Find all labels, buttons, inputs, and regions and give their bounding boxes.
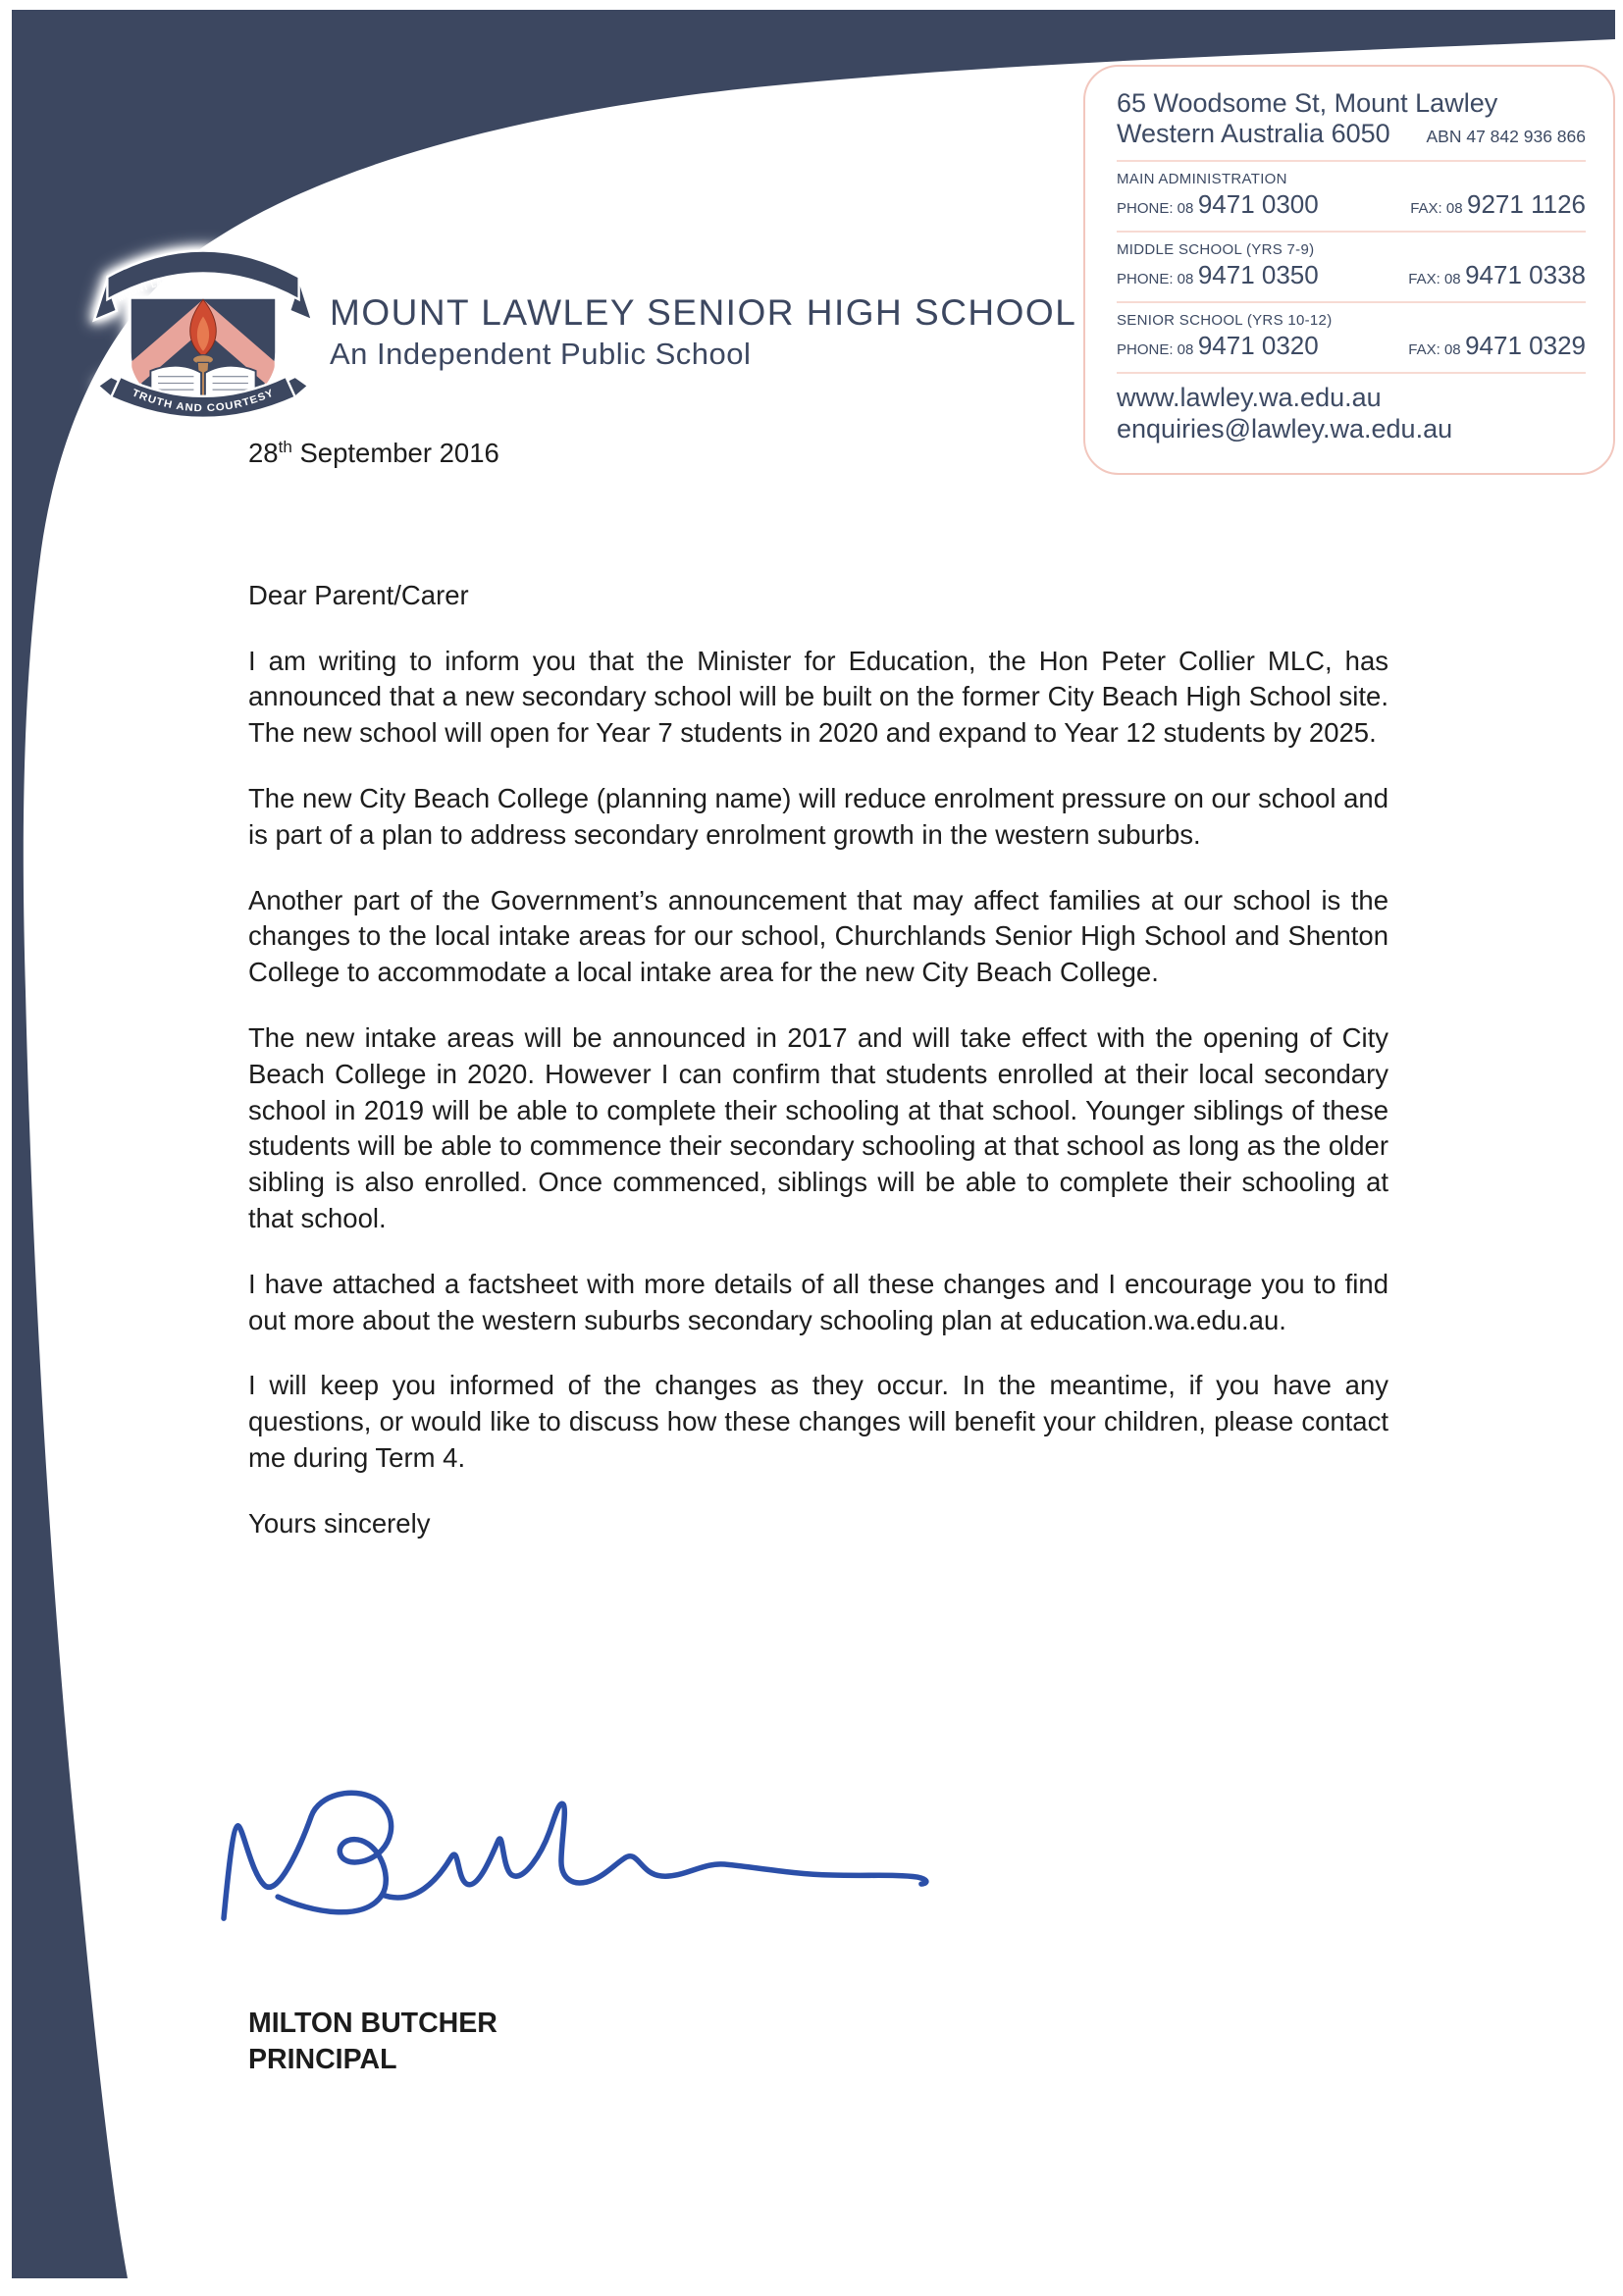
signatory-title: PRINCIPAL xyxy=(248,2044,397,2075)
phone-number: 9471 0300 xyxy=(1197,189,1319,219)
signature-handwriting xyxy=(216,1782,944,1941)
section-label: MAIN ADMINISTRATION xyxy=(1117,171,1287,187)
date-rest: September 2016 xyxy=(291,438,499,468)
letter-date xyxy=(248,436,1388,472)
signatory-name: MILTON BUTCHER xyxy=(248,2008,497,2039)
school-subtitle: An Independent Public School xyxy=(330,337,752,371)
phone-prefix: PHONE: 08 xyxy=(1117,271,1194,287)
date-day: 28 xyxy=(248,438,279,468)
fax-prefix: FAX: 08 xyxy=(1408,341,1461,358)
fax-prefix: FAX: 08 xyxy=(1410,200,1463,217)
paragraph-5: I have attached a factsheet with more details of all these changes and I encourage you to find out more about the western suburbs secondary schooling plan at education.wa.edu.au. xyxy=(248,1268,1388,1335)
crest-banner-text: MOUNT LAWLEY SENIOR HIGH SCHOOL xyxy=(116,272,291,305)
fax-prefix: FAX: 08 xyxy=(1408,271,1461,287)
paragraph-6: I will keep you informed of the changes as they occur. In the meantime, if you have any questions, or would like to discuss how these changes will benefit your children, please contact me during Term 4. xyxy=(248,1370,1388,1473)
phone-prefix: PHONE: 08 xyxy=(1117,200,1194,217)
school-name: MOUNT LAWLEY SENIOR HIGH SCHOOL xyxy=(330,292,1077,333)
section-label: MIDDLE SCHOOL (YRS 7-9) xyxy=(1117,241,1315,258)
fax-number: 9471 0338 xyxy=(1465,260,1586,289)
senior-school-row xyxy=(1117,303,1586,374)
paragraph-3: Another part of the Government’s announcement that may affect families at our school is the changes to the local intake areas for our school, Churchlands Senior High School and Shenton College to accommodate a local intake area for the new City Beach College. xyxy=(248,884,1388,988)
phone-number: 9471 0320 xyxy=(1197,331,1319,360)
date-ordinal: th xyxy=(278,437,292,456)
address-line2: Western Australia 6050 xyxy=(1117,119,1390,148)
fax-number: 9471 0329 xyxy=(1465,331,1586,360)
email-address: enquiries@lawley.wa.edu.au xyxy=(1117,414,1453,444)
school-title-block xyxy=(330,290,1076,373)
letter-body xyxy=(248,436,1388,1542)
fax-number: 9271 1126 xyxy=(1467,189,1586,219)
paragraph-4: The new intake areas will be announced in 2017 and will take effect with the opening of City Beach College in 2020. However I can confirm that students enrolled at their local secondary school in 2019 will be able to complete their schooling at that school. Younger siblings of these students will be able to commence their secondary schooling at that school as long as the older sibling is also enrolled. Once commenced, siblings will be able to complete their schooling at that school. xyxy=(248,1021,1388,1233)
salutation: Dear Parent/Carer xyxy=(248,579,469,610)
closing: Yours sincerely xyxy=(248,1507,431,1539)
paragraph-2: The new City Beach College (planning name) will reduce enrolment pressure on our school and is part of a plan to address secondary enrolment growth in the western suburbs. xyxy=(248,782,1388,850)
contact-info-box xyxy=(1083,65,1615,475)
middle-school-row xyxy=(1117,233,1586,303)
main-administration-row xyxy=(1117,162,1586,233)
paragraph-1: I am writing to inform you that the Minister for Education, the Hon Peter Collier MLC, has announced that a new secondary school will be built on the former City Beach High School site. The new school will open for Year 7 students in 2020 and expand to Year 12 students by 2025. xyxy=(248,645,1388,749)
phone-prefix: PHONE: 08 xyxy=(1117,341,1194,358)
signatory-block xyxy=(248,2006,497,2078)
abn-number: ABN 47 842 936 866 xyxy=(1426,127,1586,146)
crest-motto-text: TRUTH AND COURTESY xyxy=(130,387,276,415)
address-line1: 65 Woodsome St, Mount Lawley xyxy=(1117,88,1498,118)
section-label: SENIOR SCHOOL (YRS 10-12) xyxy=(1117,312,1333,329)
address-row xyxy=(1117,80,1586,162)
phone-number: 9471 0350 xyxy=(1197,260,1319,289)
school-crest-logo xyxy=(90,239,316,437)
website-url: www.lawley.wa.edu.au xyxy=(1117,383,1382,412)
